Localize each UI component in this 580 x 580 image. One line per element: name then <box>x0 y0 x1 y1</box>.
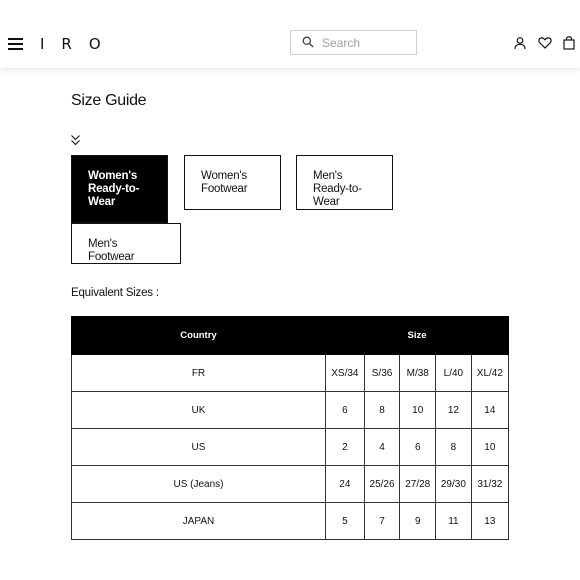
column-header-size: Size <box>326 317 509 355</box>
wishlist-heart-icon[interactable] <box>538 36 552 50</box>
size-cell: 29/30 <box>436 466 472 503</box>
table-header-row <box>72 317 509 355</box>
site-header <box>0 0 580 68</box>
account-icon[interactable] <box>513 36 527 50</box>
size-cell: 31/32 <box>471 466 508 503</box>
menu-icon[interactable] <box>8 38 23 50</box>
search-icon <box>302 36 314 48</box>
table-row <box>72 429 509 466</box>
size-cell: 6 <box>400 429 436 466</box>
size-cell: M/38 <box>400 355 436 392</box>
table-row <box>72 392 509 429</box>
search-input[interactable] <box>322 34 412 52</box>
size-cell: 14 <box>471 392 508 429</box>
search-box[interactable] <box>290 30 417 55</box>
size-cell: 24 <box>326 466 365 503</box>
page-title: Size Guide <box>71 92 147 109</box>
size-table <box>71 316 509 540</box>
size-cell: 12 <box>436 392 472 429</box>
country-cell: FR <box>72 355 326 392</box>
shopping-bag-icon[interactable] <box>562 36 576 50</box>
brand-logo[interactable]: IRO <box>40 35 118 53</box>
country-cell: US (Jeans) <box>72 466 326 503</box>
double-chevron-down-icon[interactable] <box>70 134 81 147</box>
size-cell: 9 <box>400 503 436 540</box>
size-cell: 8 <box>436 429 472 466</box>
size-cell: 5 <box>326 503 365 540</box>
size-cell: 27/28 <box>400 466 436 503</box>
size-cell: L/40 <box>436 355 472 392</box>
size-cell: XS/34 <box>326 355 365 392</box>
tab-mens-ready-to-wear[interactable]: Men's Ready-to-Wear <box>296 155 393 210</box>
tab-womens-footwear[interactable]: Women's Footwear <box>184 155 281 210</box>
size-cell: S/36 <box>364 355 400 392</box>
size-cell: 13 <box>471 503 508 540</box>
tab-womens-ready-to-wear[interactable]: Women's Ready-to-Wear <box>71 155 168 223</box>
size-cell: 10 <box>400 392 436 429</box>
size-cell: 4 <box>364 429 400 466</box>
size-cell: 2 <box>326 429 365 466</box>
size-cell: 7 <box>364 503 400 540</box>
size-cell: 25/26 <box>364 466 400 503</box>
country-cell: UK <box>72 392 326 429</box>
table-row <box>72 466 509 503</box>
country-cell: JAPAN <box>72 503 326 540</box>
size-cell: 10 <box>471 429 508 466</box>
size-cell: XL/42 <box>471 355 508 392</box>
table-row <box>72 503 509 540</box>
tab-mens-footwear[interactable]: Men's Footwear <box>71 223 181 264</box>
size-cell: 8 <box>364 392 400 429</box>
column-header-country: Country <box>72 317 326 355</box>
size-cell: 6 <box>326 392 365 429</box>
country-cell: US <box>72 429 326 466</box>
size-cell: 11 <box>436 503 472 540</box>
equivalent-sizes-label: Equivalent Sizes : <box>71 287 159 299</box>
table-row <box>72 355 509 392</box>
